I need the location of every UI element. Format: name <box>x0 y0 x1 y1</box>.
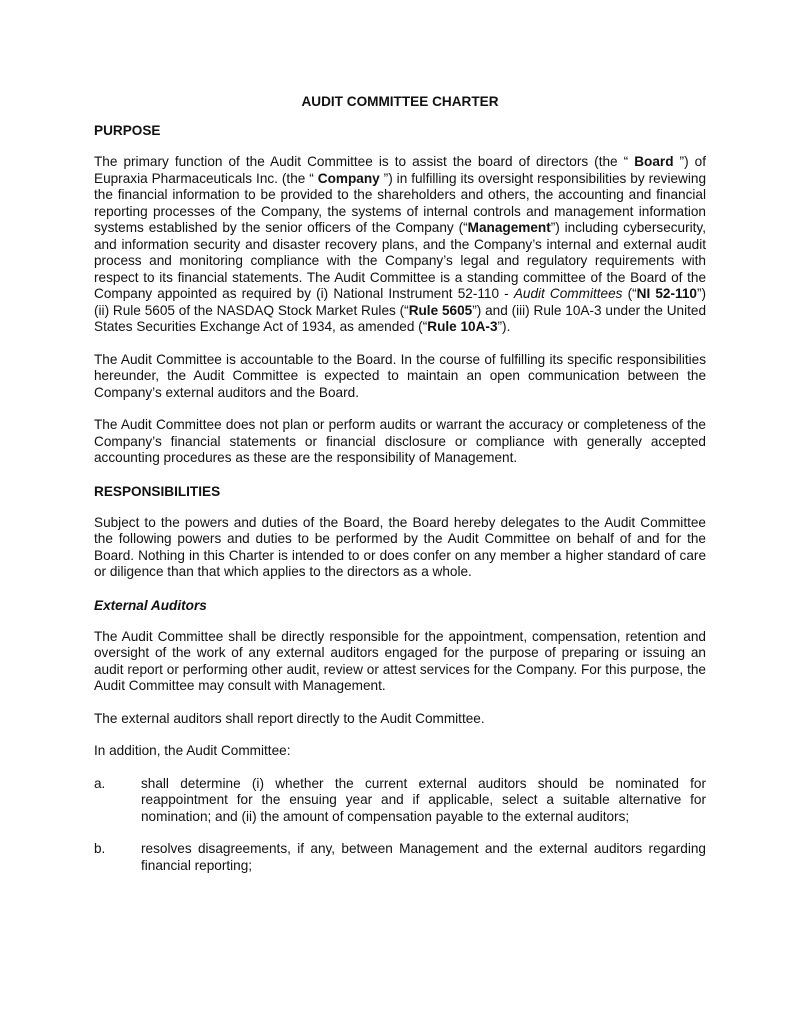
external-auditors-paragraph-1: The Audit Committee shall be directly responsible for the appointment, compensation, retention and oversight of the work of any external auditors engaged for the purpose of preparing or issuing an audit report or performing other audit, review or attest services for the Company. For this purpose, the Audit Committee may consult with Management. <box>94 628 706 693</box>
text-run: ”) (ii) Rule 5605 of the NASDAQ Stock Market Rules (“ <box>94 286 707 318</box>
text-run: ”). <box>497 319 511 334</box>
purpose-heading: PURPOSE <box>94 123 161 138</box>
responsibilities-heading: RESPONSIBILITIES <box>94 483 221 499</box>
document-title: AUDIT COMMITTEE CHARTER <box>301 94 499 109</box>
defined-term-board: Board <box>634 154 674 169</box>
list-item-text: resolves disagreements, if any, between Management and the external auditors regarding financial reporting; <box>141 841 706 873</box>
external-auditors-paragraph-3: In addition, the Audit Committee: <box>94 743 291 758</box>
purpose-paragraph-1 <box>94 154 706 336</box>
list-item <box>94 841 706 874</box>
external-auditors-paragraph-2: The external auditors shall report directly to the Audit Committee. <box>94 710 485 726</box>
responsibilities-paragraph-1: Subject to the powers and duties of the Board, the Board hereby delegates to the Audit Committee the following powers and duties to be performed by the Audit Committee on behalf of and for the Board. Nothing in this Charter is intended to or does confer on any member a higher standard of care or diligence than that which applies to the directors as a whole. <box>94 514 706 579</box>
text-run: ”) and (iii) Rule 10A-3 under the United States Securities Exchange Act of 1934, as amended (“ <box>94 302 707 334</box>
text-run: ”) in fulfilling its oversight responsibilities by reviewing the financial information to be provided to the shareholders and others, the accounting and financial reporting processes of the Company, the systems of internal controls and management information systems established by the senior officers of the Company (“ <box>94 170 707 235</box>
text-run: ”) including cybersecurity, and information security and disaster recovery plans, and the Company’s internal and external audit process and monitoring compliance with the Company’s legal and regulatory requirements with respect to its financial statements. The Audit Committee is a standing committee of the Board of the Company appointed as required by (i) National Instrument 52-110 - <box>94 220 706 301</box>
list-item-text: shall determine (i) whether the current external auditors should be nominated for reappointment for the ensuing year and if applicable, select a suitable alternative for nomination; and (ii) the amount of compensation payable to the external auditors; <box>141 775 706 824</box>
list-item <box>94 776 706 826</box>
defined-term-company: Company <box>317 170 380 186</box>
purpose-paragraph-2: The Audit Committee is accountable to the Board. In the course of fulfilling its specific responsibilities hereunder, the Audit Committee is expected to maintain an open communication between the Company’s external auditors and the Board. <box>94 351 706 400</box>
instrument-title: Audit Committees <box>513 286 623 301</box>
purpose-paragraph-3: The Audit Committee does not plan or perform audits or warrant the accuracy or completeness of the Company’s financial statements or financial disclosure or compliance with generally accepted accounting procedures as these are the responsibility of Management. <box>94 417 706 465</box>
list-marker: b. <box>94 841 106 856</box>
defined-term-rule-10a-3: Rule 10A-3 <box>427 319 498 334</box>
text-run: The primary function of the Audit Committee is to assist the board of directors (the “ <box>94 154 635 169</box>
defined-term-rule-5605: Rule 5605 <box>408 302 473 318</box>
list-marker: a. <box>94 775 106 791</box>
defined-term-management: Management <box>467 220 551 235</box>
defined-term-ni-52-110: NI 52-110 <box>636 286 697 301</box>
text-run: (“ <box>622 286 637 301</box>
text-run: ”) of Eupraxia Pharmaceuticals Inc. (the “ <box>94 154 706 186</box>
external-auditors-heading: External Auditors <box>94 597 207 613</box>
